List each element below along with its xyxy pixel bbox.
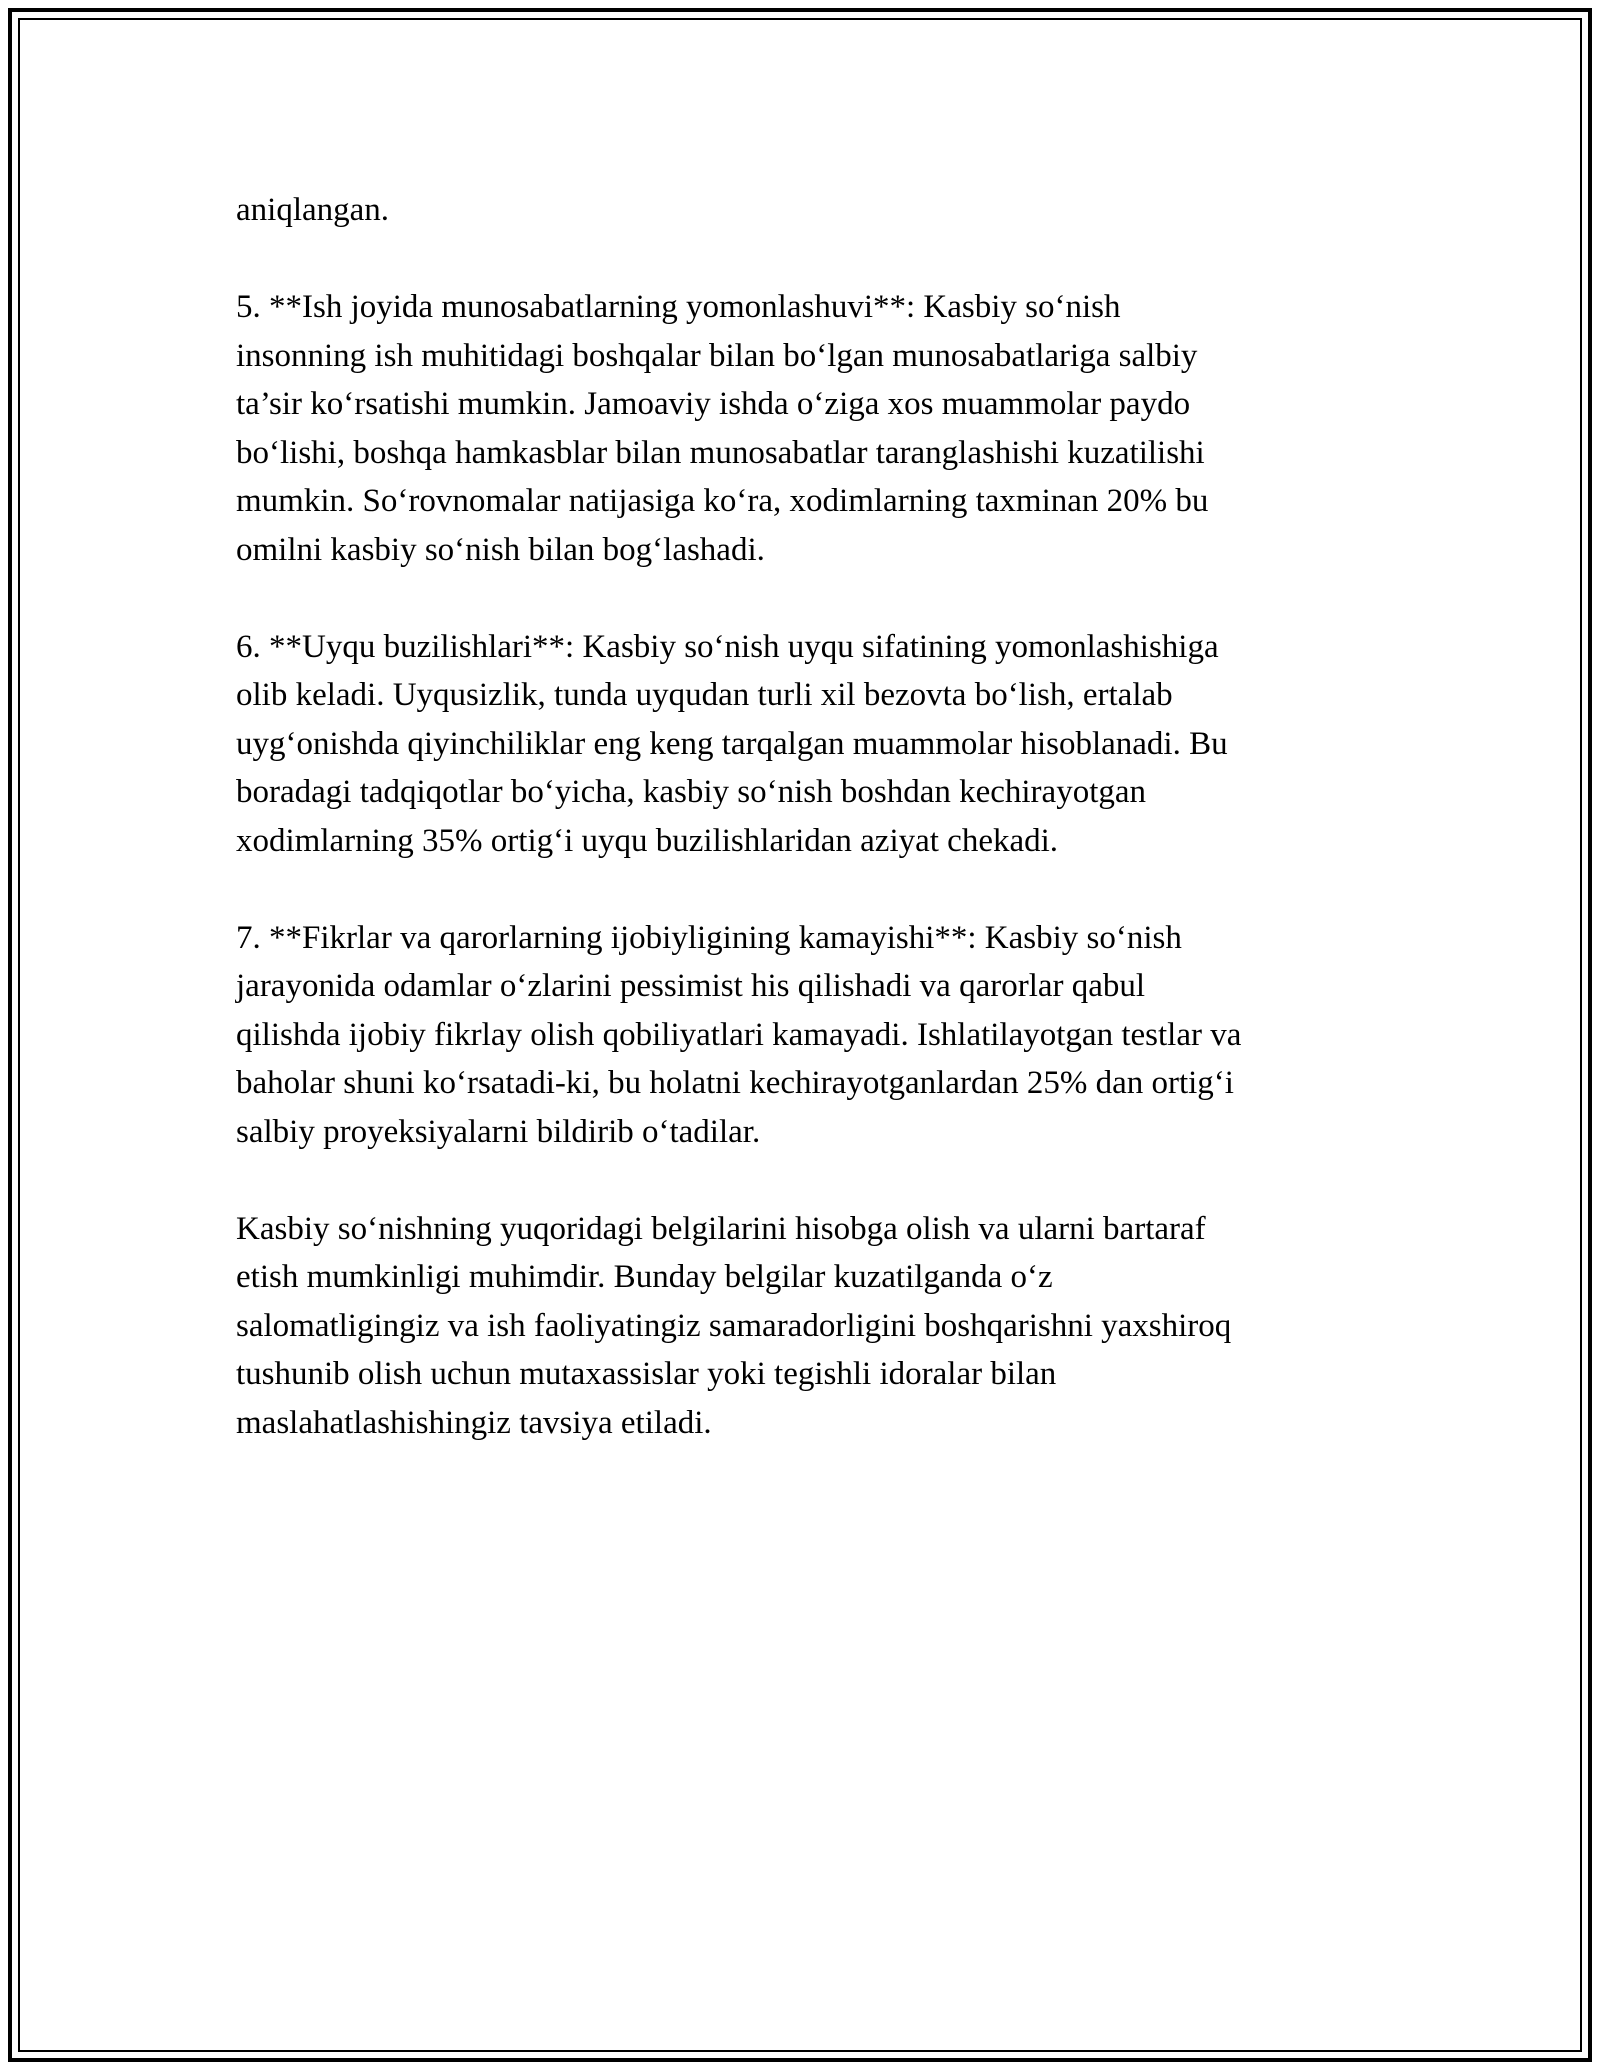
paragraph-item-5: 5. **Ish joyida munosabatlarning yomonlashuvi**: Kasbiy so‘nish insonning ish muhitidagi boshqalar bilan bo‘lgan munosabatlariga salbiy ta’sir ko‘rsatishi mumkin. Jamoaviy ishda o‘ziga xos muammolar paydo bo‘lishi, boshqa hamkasblar bilan munosabatlar taranglashishi kuzatilishi mumkin. So‘rovnomalar natijasiga ko‘ra, xodimlarning taxminan 20% bu omilni kasbiy so‘nish bilan bog‘lashadi. — [236, 289, 1209, 568]
paragraph-item-7: 7. **Fikrlar va qarorlarning ijobiyligining kamayishi**: Kasbiy so‘nish jarayonida odamlar o‘zlarini pessimist his qilishadi va qarorlar qabul qilishda ijobiy fikrlay olish qobiliyatlari kamayadi. Ishlatilayotgan testlar va baholar shuni ko‘rsatadi-ki, bu holatni kechirayotganlardan 25% dan ortig‘i salbiy proyeksiyalarni bildirib o‘tadilar. — [236, 919, 1242, 1150]
paragraph-conclusion: Kasbiy so‘nishning yuqoridagi belgilarini hisobga olish va ularni bartaraf etish mumkinligi muhimdir. Bunday belgilar kuzatilganda o‘z salomatligingiz va ish faoliyatingiz samaradorligini boshqarishni yaxshiroq tushunib olish uchun mutaxassislar yoki tegishli idoralar bilan maslahatlashishingiz tavsiya etiladi. — [236, 1210, 1232, 1441]
paragraph-continuation: aniqlangan. — [236, 192, 390, 228]
paragraph-item-6: 6. **Uyqu buzilishlari**: Kasbiy so‘nish uyqu sifatining yomonlashishiga olib keladi. Uyqusizlik, tunda uyqudan turli xil bezovta bo‘lish, ertalab uyg‘onishda qiyinchiliklar eng keng tarqalgan muammolar hisoblanadi. Bu boradagi tadqiqotlar bo‘yicha, kasbiy so‘nish boshdan kechirayotgan xodimlarning 35% ortig‘i uyqu buzilishlaridan aziyat chekadi. — [236, 628, 1228, 859]
document-body — [236, 186, 1366, 1496]
